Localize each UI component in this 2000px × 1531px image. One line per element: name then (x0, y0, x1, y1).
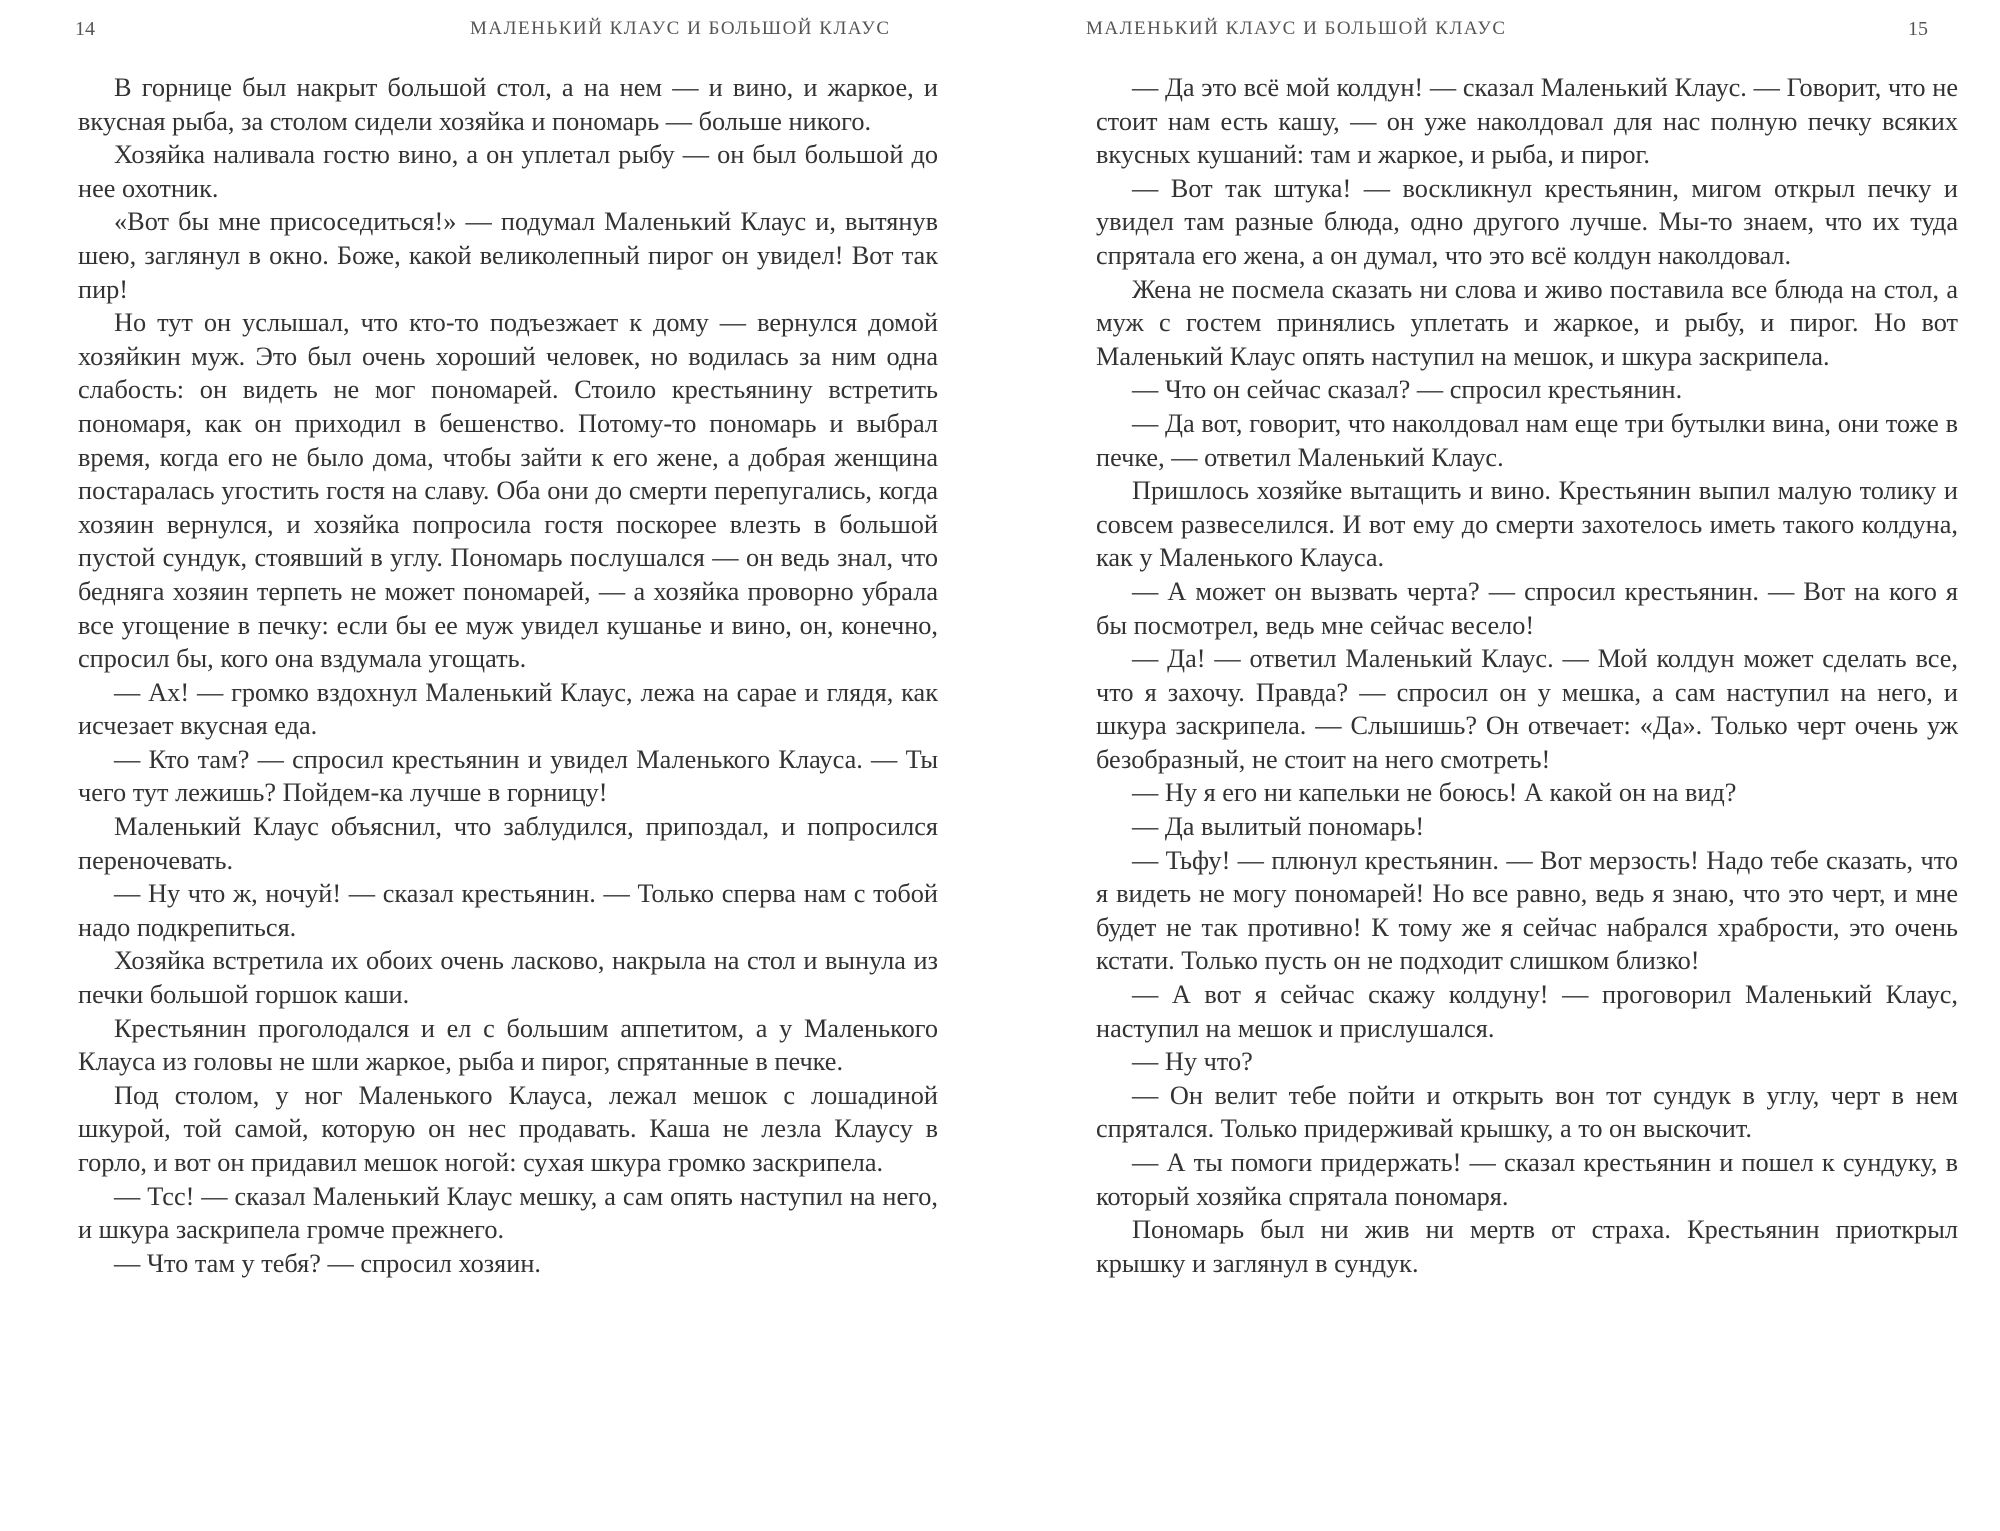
paragraph: Хозяйка встретила их обоих очень ласково, накрыла на стол и вынула из печки большой горшок каши. (78, 946, 938, 1010)
paragraph: — Кто там? — спросил крестьянин и увидел Маленького Клауса. — Ты чего тут лежишь? Пойдем-ка лучше в горницу! (78, 744, 938, 808)
page-number: 15 (1908, 18, 1928, 40)
body-text (78, 71, 938, 1280)
right-page (1000, 0, 2000, 1531)
paragraph: Но тут он услышал, что кто-то подъезжает к дому — вернулся домой хозяйкин муж. Это был очень хороший человек, но водилась за ним одна слабость: он видеть не мог пономарей. Стоило крестьянину встретить пономаря, как он приходил в бешенство. Потому-то пономарь и выбрал время, когда его не было дома, чтобы зайти к его жене, а добрая женщина постаралась угостить гостя на славу. Оба они до смерти перепугались, когда хозяин вернулся, и хозяйка попросила гостя поскорее влезть в большой пустой сундук, стоявший в углу. Пономарь послушался — он ведь знал, что бедняга хозяин терпеть не может пономарей, — а хозяйка проворно убрала все угощение в печку: если бы ее муж увидел кушанье и вино, он, конечно, спросил бы, кого она вздумала угощать. (78, 308, 938, 674)
paragraph: — Ах! — громко вздохнул Маленький Клаус, лежа на сарае и глядя, как исчезает вкусная еда. (78, 677, 938, 741)
running-head: МАЛЕНЬКИЙ КЛАУС И БОЛЬШОЙ КЛАУС (1086, 18, 1507, 39)
paragraph: Под столом, у ног Маленького Клауса, лежал мешок с лошадиной шкурой, той самой, которую он нес продавать. Каша не лезла Клаусу в горло, и вот он придавил мешок ногой: сухая шкура громко заскрипела. (78, 1080, 938, 1177)
page-number: 14 (75, 18, 95, 40)
paragraph: — А может он вызвать черта? — спросил крестьянин. — Вот на кого я бы посмотрел, ведь мне сейчас весело! (1096, 576, 1958, 640)
paragraph: — Да это всё мой колдун! — сказал Маленький Клаус. — Говорит, что не стоит нам есть кашу, — он уже наколдовал для нас полную печку всяких вкусных кушаний: там и жаркое, и рыба, и пирог. (1096, 73, 1958, 170)
paragraph: В горнице был накрыт большой стол, а на нем — и вино, и жаркое, и вкусная рыба, за столом сидели хозяйка и пономарь — больше никого. (78, 73, 938, 136)
paragraph: Крестьянин проголодался и ел с большим аппетитом, а у Маленького Клауса из головы не шли жаркое, рыба и пирог, спрятанные в печке. (78, 1013, 938, 1077)
paragraph: — Вот так штука! — воскликнул крестьянин, мигом открыл печку и увидел там разные блюда, одно другого лучше. Мы-то знаем, что их туда спрятала его жена, а он думал, что это всё колдун наколдовал. (1096, 173, 1958, 270)
paragraph: — Тсс! — сказал Маленький Клаус мешку, а сам опять наступил на него, и шкура заскрипела громче прежнего. (78, 1181, 938, 1245)
paragraph: — Тьфу! — плюнул крестьянин. — Вот мерзость! Надо тебе сказать, что я видеть не могу пономарей! Но все равно, ведь я знаю, что это черт, и мне будет не так противно! К тому же я сейчас набрался храбрости, это очень кстати. Только пусть он не подходит слишком близко! (1096, 845, 1958, 976)
paragraph: Хозяйка наливала гостю вино, а он уплетал рыбу — он был большой до нее охотник. (78, 140, 938, 203)
paragraph: — Ну что ж, ночуй! — сказал крестьянин. — Только сперва нам с тобой надо подкрепиться. (78, 879, 938, 942)
paragraph: Пономарь был ни жив ни мертв от страха. Крестьянин приоткрыл крышку и заглянул в сундук. (1096, 1215, 1958, 1278)
paragraph: — Да! — ответил Маленький Клаус. — Мой колдун может сделать все, что я захочу. Правда? — спросил он у мешка, а сам наступил на него, и шкура заскрипела. — Слышишь? Он отвечает: «Да». Только черт очень уж безобразный, не стоит на него смотреть! (1096, 644, 1958, 774)
paragraph: — Ну что? (1132, 1047, 1253, 1077)
running-head: МАЛЕНЬКИЙ КЛАУС И БОЛЬШОЙ КЛАУС (470, 18, 891, 39)
paragraph: — А вот я сейчас скажу колдуну! — проговорил Маленький Клаус, наступил на мешок и прислушался. (1096, 980, 1958, 1043)
paragraph: — Что он сейчас сказал? — спросил крестьянин. (1132, 375, 1683, 405)
paragraph: — А ты помоги придержать! — сказал крестьянин и пошел к сундуку, в который хозяйка спрятала пономаря. (1096, 1148, 1958, 1211)
paragraph: Маленький Клаус объяснил, что заблудился, припоздал, и попросился переночевать. (78, 812, 938, 875)
paragraph: — Что там у тебя? — спросил хозяин. (114, 1248, 541, 1278)
paragraph: — Ну я его ни капельки не боюсь! А какой он на вид? (1132, 778, 1737, 808)
paragraph: — Да вылитый пономарь! (1132, 812, 1425, 842)
paragraph: «Вот бы мне присоседиться!» — подумал Маленький Клаус и, вытянув шею, заглянул в окно. Боже, какой великолепный пирог он увидел! Вот так пир! (78, 207, 938, 304)
paragraph: Пришлось хозяйке вытащить и вино. Крестьянин выпил малую толику и совсем развеселился. И вот ему до смерти захотелось иметь такого колдуна, как у Маленького Клауса. (1096, 476, 1958, 573)
paragraph: — Да вот, говорит, что наколдовал нам еще три бутылки вина, они тоже в печке, — ответил Маленький Клаус. (1096, 408, 1958, 472)
body-text (1096, 71, 1958, 1280)
paragraph: — Он велит тебе пойти и открыть вон тот сундук в углу, черт в нем спрятался. Только придерживай крышку, а то он выскочит. (1096, 1080, 1958, 1144)
paragraph: Жена не посмела сказать ни слова и живо поставила все блюда на стол, а муж с гостем принялись уплетать и жаркое, и рыбу, и пирог. Но вот Маленький Клаус опять наступил на мешок, и шкура заскрипела. (1096, 274, 1958, 371)
